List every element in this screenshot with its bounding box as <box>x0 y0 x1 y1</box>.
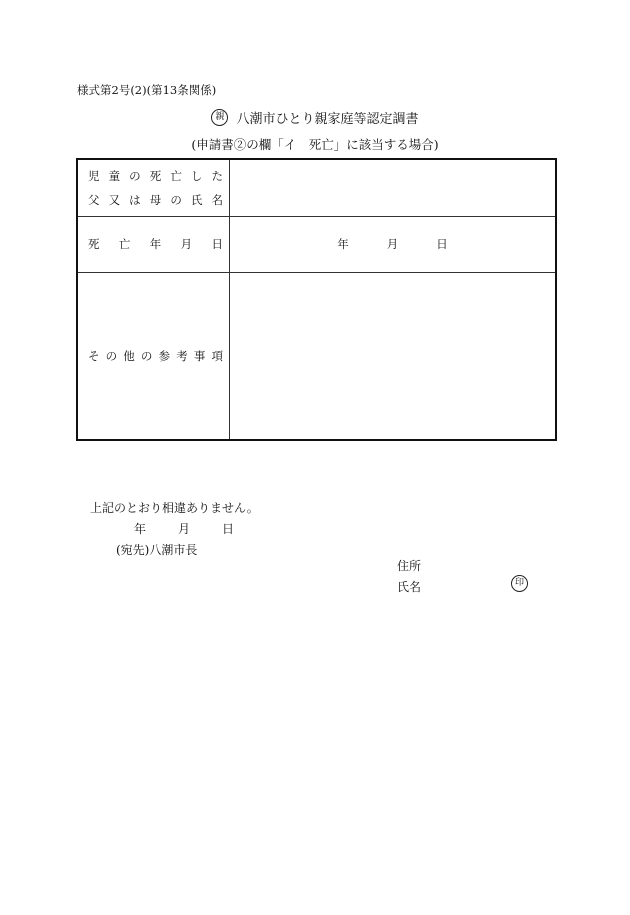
confirmation-statement: 上記のとおり相違ありません。 <box>90 501 259 515</box>
circled-parent-mark-icon: 親 <box>211 109 228 126</box>
seal-icon: 印 <box>511 575 528 592</box>
date-year-unit: 年 <box>337 237 349 251</box>
label-other-notes <box>77 272 230 440</box>
table-row-date-of-death <box>77 216 556 272</box>
addressee: (宛先)八潮市長 <box>116 543 198 557</box>
label-line: その他の参考事項 <box>88 348 223 363</box>
other-notes-field[interactable] <box>230 272 557 440</box>
form-number: 様式第2号(2)(第13条関係) <box>77 83 217 97</box>
confirm-year-unit: 年 <box>134 522 147 536</box>
table-row-other-notes <box>77 272 556 440</box>
label-line: 児童の死亡した <box>88 168 223 183</box>
confirm-month-unit: 月 <box>178 522 191 536</box>
title-text: 八潮市ひとり親家庭等認定調書 <box>236 112 419 127</box>
confirmation-date <box>134 520 266 537</box>
label-line: 死亡年月日 <box>88 237 223 251</box>
label-date-of-death <box>77 216 230 272</box>
date-of-death-field[interactable] <box>230 216 557 272</box>
document-subtitle: (申請書②の欄「イ 死亡」に該当する場合) <box>191 137 439 152</box>
date-day-unit: 日 <box>436 237 448 251</box>
deceased-parent-name-field[interactable] <box>230 159 557 216</box>
label-line: 父又は母の氏名 <box>88 192 223 207</box>
label-deceased-parent-name <box>77 159 230 216</box>
name-label: 氏名 <box>397 580 422 594</box>
table-row-deceased-name <box>77 159 556 216</box>
document-title <box>0 108 630 127</box>
form-table <box>76 158 557 441</box>
date-of-death-value <box>230 236 555 252</box>
date-month-unit: 月 <box>386 237 399 251</box>
address-label: 住所 <box>397 559 422 573</box>
confirm-day-unit: 日 <box>222 522 235 536</box>
